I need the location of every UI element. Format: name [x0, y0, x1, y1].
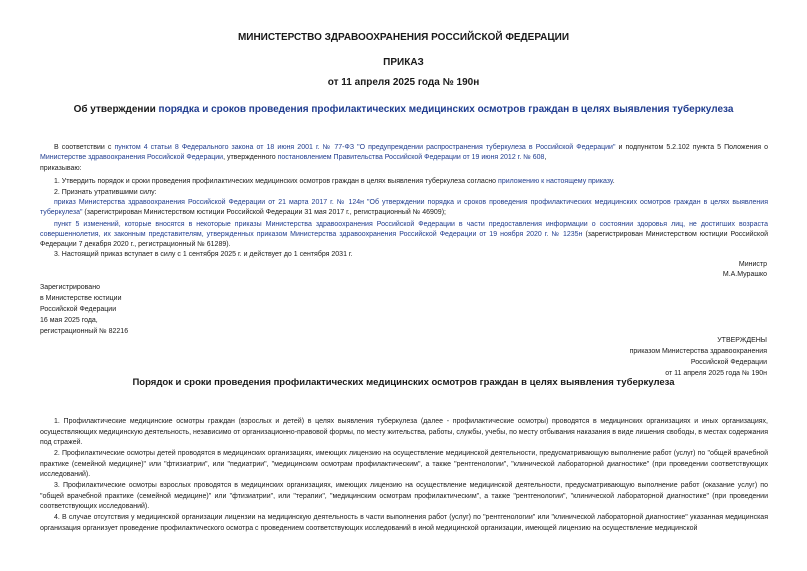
registration-line-2: в Министерстве юстиции — [40, 295, 122, 302]
signature-position: Министр — [738, 261, 767, 268]
appendix-paragraph-2: 2. Профилактические осмотры детей проводятся в медицинских организациях, имеющих лицензию на осуществление медицинской деятельности, предусматривающую выполнение работ (услуг) по "общей врачебной практике (семейной медицине)" или "фтизиатрии", или "педиатрии", "медицинским осмотрам профилактическим", а также "рентгенологии", "клинической лабораторной диагностике" (при проведении соответствующих исследований). — [40, 450, 768, 478]
order-word: приказываю: — [40, 165, 82, 172]
federal-law-link[interactable]: пунктом 4 статьи 8 Федерального закона от 18 июня 2001 г. № 77-ФЗ "О предупреждении распространения туберкулеза в Российской Федерации" — [114, 144, 616, 151]
government-decree-link[interactable]: постановлением Правительства Российской Федерации от 19 июня 2012 г. № 608 — [277, 154, 545, 161]
preamble-text-1: В соответствии с — [54, 144, 115, 151]
appendix-paragraph-3: 3. Профилактические осмотры взрослых проводятся в медицинских организациях, имеющих лицензию на осуществление медицинской деятельности, предусматривающую выполнение работ (оказание услуг) по "общей врачебной практике (семейной медицине)" или "фтизиатрии", или "терапии", "медицинским осмотрам профилактическим", а также "рентгенологии", "клинической лабораторной диагностике" (при проведении соответствующих исследований). — [40, 482, 768, 510]
item-2a — [40, 198, 768, 218]
signature-name: М.А.Мурашко — [722, 271, 767, 278]
item-3: 3. Настоящий приказ вступает в силу с 1 сентября 2025 г. и действует до 1 сентября 2031 г. — [54, 251, 353, 258]
order-1235n-link[interactable]: пункт 5 изменений, которые вносятся в некоторые приказы Министерства здравоохранения Российской Федерации в части предоставления информации о состоянии здоровья лиц, не достигших возраста совершеннолетия, их законным представителям, утвержденных приказом Министерства здравоохранения Российской Федерации от 19 ноября 2020 г. № 1235н — [40, 221, 768, 238]
appendix-link[interactable]: приложению к настоящему приказу — [498, 178, 613, 185]
item-2b-text: (зарегистрирован Министерством юстиции Российской Федерации 7 декабря 2020 г., регистрационный № 61289). — [40, 231, 769, 248]
approved-line-3: Российской Федерации — [690, 359, 767, 366]
item-1 — [54, 177, 768, 187]
doc-date-number: от 11 апреля 2025 года № 190н — [327, 77, 480, 88]
approved-line-4: от 11 апреля 2025 года № 190н — [665, 370, 767, 377]
item-2a-text: (зарегистрирован Министерством юстиции Российской Федерации 31 мая 2017 г., регистрационный № 46909); — [82, 209, 446, 216]
preamble — [40, 143, 768, 163]
preamble-text-2: и подпунктом 5.2.102 пункта 5 Положения о — [615, 144, 769, 151]
ministry-heading: МИНИСТЕРСТВО ЗДРАВООХРАНЕНИЯ РОССИЙСКОЙ ФЕДЕРАЦИИ — [237, 32, 570, 43]
approved-line-1: УТВЕРЖДЕНЫ — [717, 337, 767, 344]
item-2: 2. Признать утратившими силу: — [54, 189, 157, 196]
order-title-prefix: Об утверждении — [73, 104, 159, 115]
order-title — [60, 104, 747, 115]
registration-line-4: 16 мая 2025 года, — [40, 317, 98, 324]
preamble-text-3: , утвержденного — [223, 154, 278, 161]
ministry-regulation-link[interactable]: Министерстве здравоохранения Российской Федерации — [40, 154, 224, 161]
appendix-paragraph-4: 4. В случае отсутствия у медицинской организации лицензии на медицинскую деятельность в части выполнения работ (услуг) по "рентгенологии" или "клинической лабораторной диагностике" указанная медицинская организация организует проведение профилактического осмотра с проведением соответствующих исследований в иной медицинской организации, имеющей лицензию на осуществление медицинской — [40, 514, 768, 532]
approved-line-2: приказом Министерства здравоохранения — [629, 348, 767, 355]
appendix-paragraph-1: 1. Профилактические медицинские осмотры граждан (взрослых и детей) в целях выявления туберкулеза (далее - профилактические осмотры) проводятся в медицинских организациях и иных организациях, осуществляющих медицинскую деятельность, независимо от организационно-правовой формы, по месту жительства, работы, службы, учебы, по месту отбывания наказания в виде лишения свободы, в местах содержания под стражей. — [40, 418, 768, 446]
item-2b — [40, 220, 768, 250]
preamble-text-4: , — [544, 154, 547, 161]
registration-line-5: регистрационный № 82216 — [40, 328, 129, 335]
order-124n-link[interactable]: приказ Министерства здравоохранения Российской Федерации от 21 марта 2017 г. № 124н "Об утверждении порядка и сроков проведения профилактических медицинских осмотров граждан в целях выявления туберкулеза" — [40, 199, 768, 216]
item-1-text: 1. Утвердить порядок и сроки проведения профилактических медицинских осмотров граждан в целях выявления туберкулеза согласно — [54, 178, 499, 185]
registration-line-3: Российской Федерации — [40, 306, 117, 313]
order-title-link[interactable]: порядка и сроков проведения профилактических медицинских осмотров граждан в целях выявления туберкулеза — [158, 104, 734, 115]
item-1-end: . — [612, 178, 615, 185]
registration-line-1: Зарегистрировано — [40, 284, 100, 291]
doc-type-heading: ПРИКАЗ — [383, 57, 424, 68]
appendix-title: Порядок и сроки проведения профилактических медицинских осмотров граждан в целях выявления туберкулеза — [132, 377, 675, 388]
